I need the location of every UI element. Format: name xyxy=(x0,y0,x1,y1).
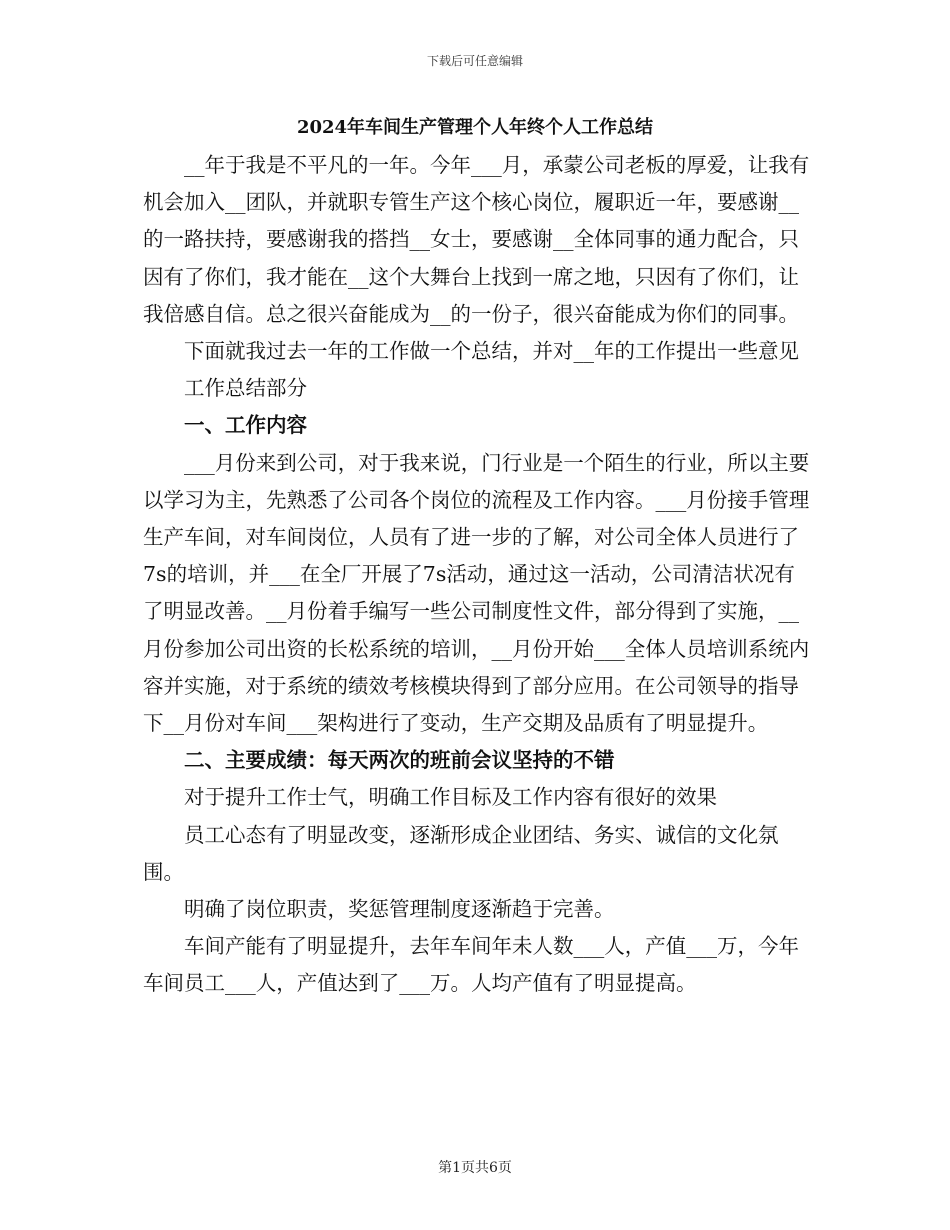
section-heading-work-content: 一、工作内容 xyxy=(184,413,307,438)
page-number: 第1页共6页 xyxy=(438,1160,512,1176)
paragraph-work-content: ___月份来到公司，对于我来说，门行业是一个陌生的行业，所以主要以学习为主，先熟悉了公司各个岗位的流程及工作内容。___月份接手管理生产车间，对车间岗位，人员有了进一步的了解，对公司全体人员进行了7s的培训，并___在全厂开展了7s活动，通过这一活动，公司清洁状况有了明显改善。__月份着手编写一些公司制度性文件，部分得到了实施，__月份参加公司出资的长松系统的培训，__月份开始___全体人员培训系统内容并实施，对于系统的绩效考核模块得到了部分应用。在公司领导的指导下__月份对车间___架构进行了变动，生产交期及品质有了明显提升。 xyxy=(143,450,810,736)
section-heading-achievements: 二、主要成绩：每天两次的班前会议坚持的不错 xyxy=(184,748,615,773)
paragraph-intro: __年于我是不平凡的一年。今年___月，承蒙公司老板的厚爱，让我有机会加入__团队，并就职专管生产这个核心岗位，履职近一年，要感谢__的一路扶持，要感谢我的搭挡__女士，要感谢__全体同事的通力配合，只因有了你们，我才能在__这个大舞台上找到一席之地，只因有了你们，让我倍感自信。总之很兴奋能成为__的一份子，很兴奋能成为你们的同事。 xyxy=(143,153,810,326)
paragraph-overview: 下面就我过去一年的工作做一个总结，并对__年的工作提出一些意见 xyxy=(184,339,799,364)
paragraph-achievement-4: 车间产能有了明显提升，去年车间年未人数___人，产值___万，今年车间员工___人，产值达到了___万。人均产值有了明显提高。 xyxy=(143,934,799,996)
paragraph-achievement-2: 员工心态有了明显改变，逐渐形成企业团结、务实、诚信的文化氛围。 xyxy=(143,822,779,884)
document-body xyxy=(143,147,810,1003)
paragraph-achievement-3: 明确了岗位职责，奖惩管理制度逐渐趋于完善。 xyxy=(184,897,615,922)
section-label: 工作总结部分 xyxy=(184,376,307,401)
page-header: 下载后可任意编辑 xyxy=(426,54,523,68)
paragraph-achievement-1: 对于提升工作士气，明确工作目标及工作内容有很好的效果 xyxy=(184,785,717,810)
document-title: 2024年车间生产管理个人年终个人工作总结 xyxy=(296,117,654,138)
